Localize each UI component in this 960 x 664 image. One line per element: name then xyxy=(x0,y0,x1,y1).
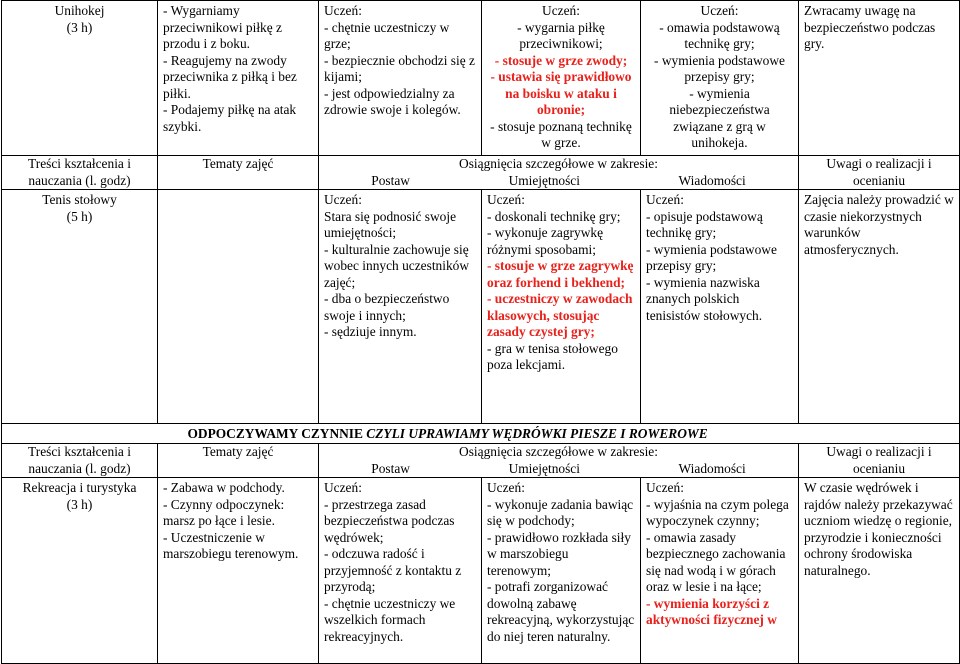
remarks-cell: W czasie wędrówek i rajdów należy przekazywać uczniom wiedzę o regionie, przyrodzie i konieczności ochrony środowiska naturalnego. xyxy=(799,478,960,664)
header-content: Treści kształcenia i nauczania (l. godz) xyxy=(2,156,158,190)
header-knowledge: Wiadomości xyxy=(678,172,746,188)
header-skills: Umiejętności xyxy=(508,460,580,476)
header-achievements xyxy=(319,156,799,190)
header-row-1 xyxy=(2,156,960,190)
topics-cell: - Wygarniamy przeciwnikowi piłkę z przodu i z boku. - Reagujemy na zwody przeciwnika z piłką i bez piłki. - Podajemy piłkę na atak szybki. xyxy=(158,1,319,156)
header-remarks: Uwagi o realizacji i ocenianiu xyxy=(799,156,960,190)
topic-cell: Tenis stołowy (5 h) xyxy=(2,190,158,424)
attitude-cell: Uczeń: Stara się podnosić swoje umiejętności; - kulturalnie zachowuje się wobec innych uczestników zajęć; - dba o bezpieczeństwo swoje i innych; - sędziuje innym. xyxy=(319,190,482,424)
remarks-cell: Zwracamy uwagę na bezpieczeństwo podczas gry. xyxy=(799,1,960,156)
knowledge-cell: Uczeń: - omawia podstawową technikę gry; - wymienia podstawowe przepisy gry; - wymienia niebezpieczeństwa związane z grą w unihokeja. xyxy=(641,1,799,156)
banner-left xyxy=(2,424,158,444)
header-attitude: Postaw xyxy=(371,172,410,188)
header-remarks: Uwagi o realizacji i ocenianiu xyxy=(799,444,960,478)
topics-cell: - Zabawa w podchody. - Czynny odpoczynek: marsz po łące i lesie. - Uczestniczenie w marszobiegu terenowym. xyxy=(158,478,319,664)
row-tenis xyxy=(2,190,960,424)
header-attitude: Postaw xyxy=(371,460,410,476)
remarks-cell: Zajęcia należy prowadzić w czasie niekorzystnych warunków atmosferycznych. xyxy=(799,190,960,424)
header-topics: Tematy zajęć xyxy=(158,156,319,190)
attitude-cell: Uczeń: - przestrzega zasad bezpieczeństwa podczas wędrówek; - odczuwa radość i przyjemność z kontaktu z przyrodą; - chętnie uczestniczy we wszelkich formach rekreacyjnych. xyxy=(319,478,482,664)
topics-cell xyxy=(158,190,319,424)
curriculum-table xyxy=(1,0,960,664)
header-achievements-title: Osiągnięcia szczegółowe w zakresie: xyxy=(459,444,658,459)
header-knowledge: Wiadomości xyxy=(678,460,746,476)
knowledge-cell: Uczeń: - wyjaśnia na czym polega wypoczynek czynny; - omawia zasady bezpiecznego zachowania się nad wodą i w górach oraz w lesie i na łące; - wymienia korzyści z aktywności fizycznej w xyxy=(641,478,799,664)
header-row-2 xyxy=(2,444,960,478)
row-rekreacja xyxy=(2,478,960,664)
attitude-cell: Uczeń: - chętnie uczestniczy w grze; - bezpiecznie obchodzi się z kijami; - jest odpowiedzialny za zdrowie swoje i kolegów. xyxy=(319,1,482,156)
header-achievements-title: Osiągnięcia szczegółowe w zakresie: xyxy=(459,156,658,171)
skills-cell: Uczeń: - doskonali technikę gry; - wykonuje zagrywkę różnymi sposobami; - stosuje w grze zagrywkę oraz forhend i bekhend; - uczestniczy w zawodach klasowych, stosując zasady czystej gry; - gra w tenisa stołowego poza lekcjami. xyxy=(482,190,641,424)
knowledge-cell: Uczeń: - opisuje podstawową technikę gry; - wymienia podstawowe przepisy gry; - wymienia nazwiska znanych polskich tenisistów stołowych. xyxy=(641,190,799,424)
skills-cell: Uczeń: - wykonuje zadania bawiąc się w podchody; - prawidłowo rozkłada siły w marszobiegu terenowym; - potrafi zorganizować dowolną zabawę rekreacyjną, wykorzystując do niej teren naturalny. xyxy=(482,478,641,664)
header-topics: Tematy zajęć xyxy=(158,444,319,478)
topic-cell: Unihokej (3 h) xyxy=(2,1,158,156)
skills-cell: Uczeń: - wygarnia piłkę przeciwnikowi; - stosuje w grze zwody; - ustawia się prawidłowo na boisku w ataku i obronie; - stosuje poznaną technikę w grze. xyxy=(482,1,641,156)
header-achievements xyxy=(319,444,799,478)
banner-row xyxy=(2,424,960,444)
banner-title: ODPOCZYWAMY CZYNNIE CZYLI UPRAWIAMY WĘDRÓWKI PIESZE I ROWEROWE xyxy=(158,424,960,444)
topic-cell: Rekreacja i turystyka (3 h) xyxy=(2,478,158,664)
row-unihokej xyxy=(2,1,960,156)
header-skills: Umiejętności xyxy=(508,172,580,188)
header-content: Treści kształcenia i nauczania (l. godz) xyxy=(2,444,158,478)
